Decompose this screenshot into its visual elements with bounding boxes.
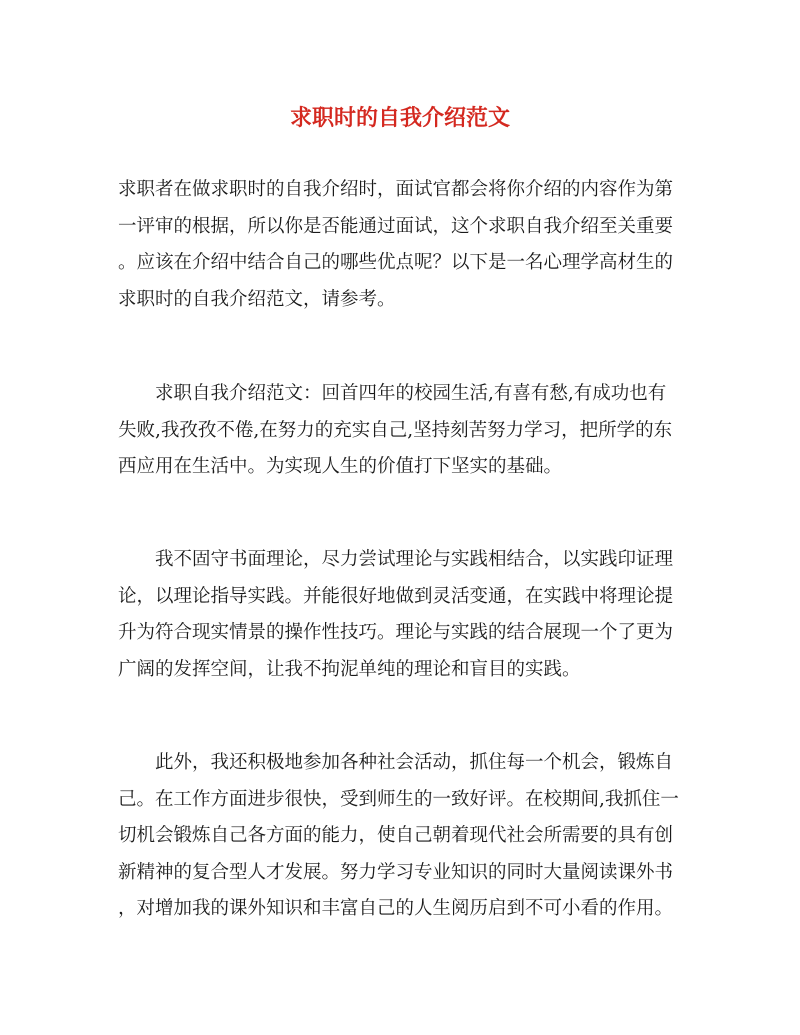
paragraph-line: ，对增加我的课外知识和丰富自己的人生阅历启到不可小看的作用。	[118, 898, 674, 919]
paragraph-line: 升为符合现实情景的操作性技巧。理论与实践的结合展现一个了更为	[118, 622, 674, 643]
paragraph-line: 求职时的自我介绍范文，请参考。	[118, 288, 396, 310]
paragraph-line: 求职者在做求职时的自我介绍时，面试官都会将你介绍的内容作为第	[118, 179, 674, 200]
paragraph-line: 广阔的发挥空间，让我不拘泥单纯的理论和盲目的实践。	[118, 658, 581, 680]
paragraph-line: 西应用在生活中。为实现人生的价值打下坚实的基础。	[118, 456, 563, 477]
document-title: 求职时的自我介绍范文	[289, 105, 510, 131]
paragraph-line: 切机会锻炼自己各方面的能力，使自己朝着现代社会所需要的具有创	[118, 825, 674, 846]
paragraph-line: 失败,我孜孜不倦,在努力的充实自己,坚持刻苦努力学习，把所学的东	[118, 419, 673, 441]
paragraph-line: 论，以理论指导实践。并能很好地做到灵活变通，在实践中将理论提	[118, 585, 674, 607]
paragraph-line: 求职自我介绍范文：回首四年的校园生活,有喜有愁,有成功也有	[118, 383, 667, 404]
paragraph-line: 我不固守书面理论，尽力尝试理论与实践相结合，以实践印证理	[118, 549, 674, 570]
paragraph-line: 。应该在介绍中结合自己的哪些优点呢？以下是一名心理学高材生的	[118, 252, 674, 273]
paragraph-activities	[118, 745, 686, 928]
paragraph-line: 一评审的根据，所以你是否能通过面试，这个求职自我介绍至关重要	[118, 215, 674, 237]
paragraph-sample-opening	[118, 376, 686, 486]
paragraph-line: 新精神的复合型人才发展。努力学习专业知识的同时大量阅读课外书	[118, 861, 674, 883]
paragraph-intro	[118, 172, 686, 318]
paragraph-line: 己。在工作方面进步很快，受到师生的一致好评。在校期间,我抓住一	[118, 788, 679, 810]
paragraph-theory-practice	[118, 542, 686, 688]
paragraph-line: 此外，我还积极地参加各种社会活动，抓住每一个机会，锻炼自	[118, 752, 674, 773]
